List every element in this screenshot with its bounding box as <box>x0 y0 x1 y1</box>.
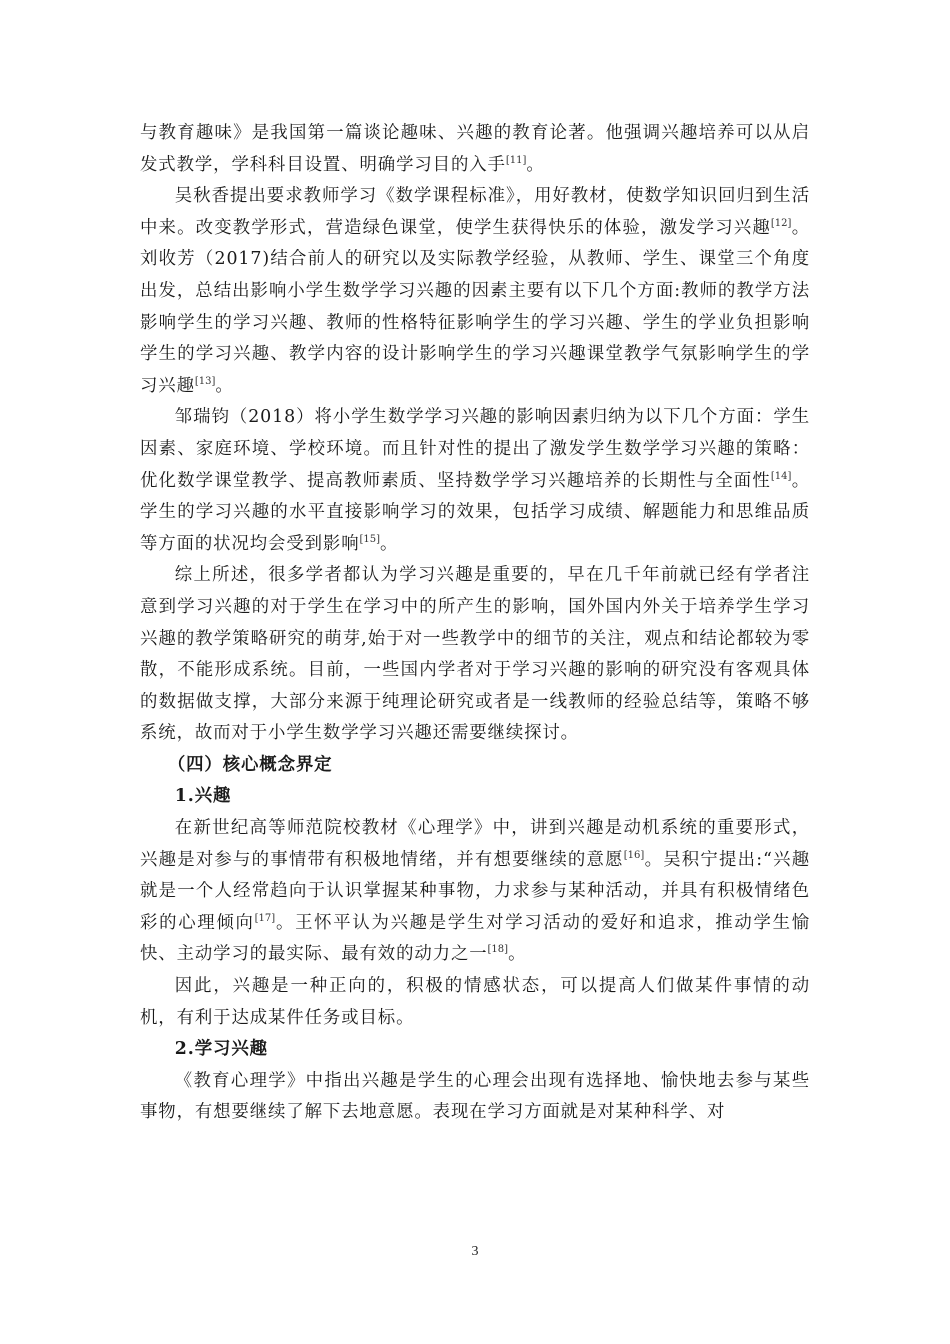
page-number: 3 <box>471 1244 479 1259</box>
text-run: 吴秋香提出要求教师学习《数学课程标准》，用好教材，使数学知识回归到生活中来。改变教学形式，营造绿色课堂，使学生获得快乐的体验，激发学习兴趣 <box>140 186 810 238</box>
para-summary <box>140 560 810 750</box>
text-run: 。刘收芳（2017)结合前人的研究以及实际教学经验，从教师、学生、课堂三个角度出发，总结出影响小学生数学学习兴趣的因素主要有以下几个方面:教师的教学方法影响学生的学习兴趣、教师的性格特征影响学生的学习兴趣、学生的学业负担影响学生的学习兴趣、教学内容的设计影响学生的学习兴趣课堂教学气氛影响学生的学习兴趣 <box>140 217 810 396</box>
para-therefore <box>140 971 810 1034</box>
text-run: （四）核心概念界定 <box>167 754 333 775</box>
body-text <box>140 118 810 1129</box>
text-run: 因此，兴趣是一种正向的，积极的情感状态，可以提高人们做某件事情的动机，有利于达成某件任务或目标。 <box>140 976 810 1028</box>
text-run: 。学生的学习兴趣的水平直接影响学习的效果，包括学习成绩、解题能力和思维品质等方面的状况均会受到影响 <box>140 470 810 554</box>
text-run: 。 <box>508 944 527 965</box>
text-run: 1.兴趣 <box>174 786 232 807</box>
text-run: 《教育心理学》中指出兴趣是学生的心理会出现有选择地、愉快地去参与某些事物，有想要继续了解下去地意愿。表现在学习方面就是对某种科学、对 <box>140 1070 810 1123</box>
citation-marker: [18] <box>487 944 509 956</box>
para-continuation <box>140 118 810 181</box>
text-run: 。 <box>380 533 399 554</box>
citation-marker: [13] <box>194 375 216 387</box>
para-educational-psychology <box>140 1066 810 1129</box>
text-run: 与教育趣味》是我国第一篇谈论趣味、兴趣的教育论著。他强调兴趣培养可以从启发式教学，学科科目设置、明确学习目的入手 <box>140 123 810 175</box>
para-wu-qiuxiang <box>140 181 810 402</box>
citation-marker: [16] <box>623 849 645 861</box>
citation-marker: [12] <box>770 217 792 229</box>
citation-marker: [17] <box>254 913 276 925</box>
para-zou-ruijun <box>140 402 810 560</box>
text-run: 。 <box>526 154 545 175</box>
text-run: 。吴积宁提出:“兴趣就是一个人经常趋向于认识掌握某种事物，力求参与某种活动，并具有积极情绪色彩的心理倾向 <box>140 849 810 933</box>
text-run: 邹瑞钧（2018）将小学生数学学习兴趣的影响因素归纳为以下几个方面：学生因素、家庭环境、学校环境。而且针对性的提出了激发学生数学学习兴趣的策略：优化数学课堂教学、提高教师素质、坚持数学学习兴趣培养的长期性与全面性 <box>140 407 810 491</box>
text-run: 2.学习兴趣 <box>174 1039 268 1060</box>
heading-core-concepts <box>140 750 810 782</box>
para-psychology-textbook <box>140 813 810 971</box>
text-run: 综上所述，很多学者都认为学习兴趣是重要的，早在几千年前就已经有学者注意到学习兴趣的对于学生在学习中的所产生的影响，国外国内外关于培养学生学习兴趣的教学策略研究的萌芽,始于对一些教学中的细节的关注，观点和结论都较为零散，不能形成系统。目前，一些国内学者对于学习兴趣的影响的研究没有客观具体的数据做支撑，大部分来源于纯理论研究或者是一线教师的经验总结等，策略不够系统，故而对于小学生数学学习兴趣还需要继续探讨。 <box>140 565 810 744</box>
text-run: 。 <box>215 375 234 396</box>
text-run: 在新世纪高等师范院校教材《心理学》中，讲到兴趣是动机系统的重要形式，兴趣是对参与的事情带有积极地情绪，并有想要继续的意愿 <box>140 818 810 870</box>
heading-learning-interest <box>140 1034 810 1066</box>
citation-marker: [15] <box>359 533 381 545</box>
heading-interest <box>140 781 810 813</box>
text-run: 。王怀平认为兴趣是学生对学习活动的爱好和追求，推动学生愉快、主动学习的最实际、最有效的动力之一 <box>140 912 811 965</box>
citation-marker: [14] <box>770 470 792 482</box>
citation-marker: [11] <box>505 154 527 166</box>
